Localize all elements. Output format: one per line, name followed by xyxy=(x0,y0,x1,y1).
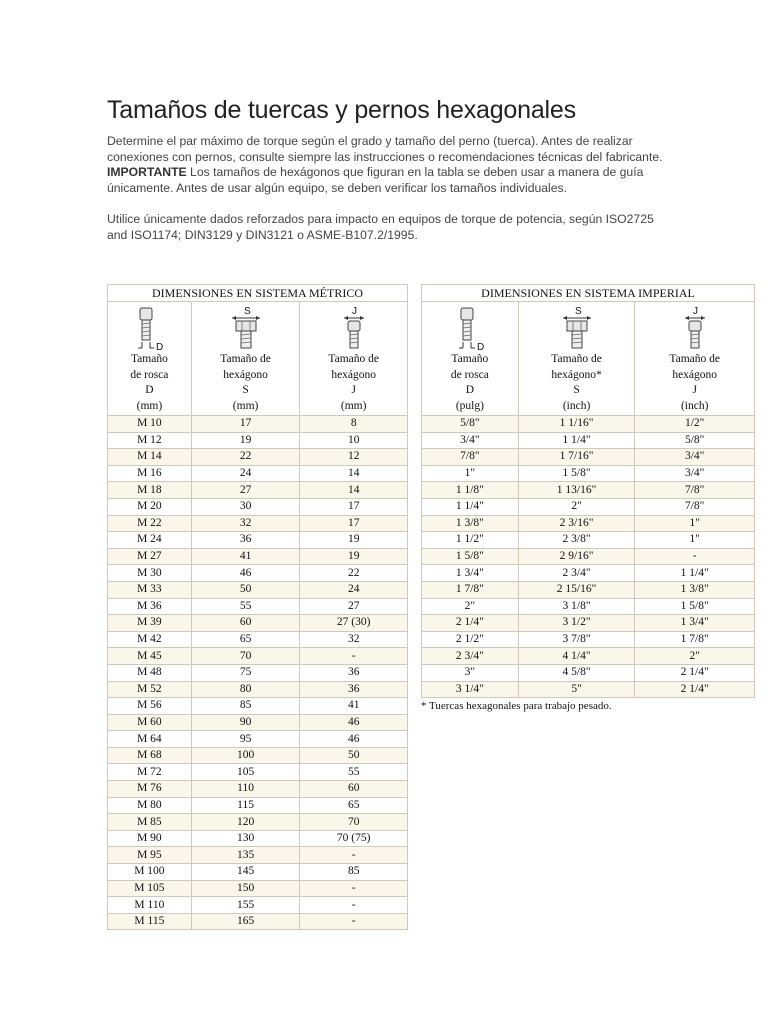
table-cell: 3/4" xyxy=(422,432,519,449)
table-cell: 19 xyxy=(300,548,408,565)
table-cell: 1 5/8" xyxy=(518,465,635,482)
header-line: hexágono* xyxy=(551,368,602,381)
header-line: S xyxy=(242,384,249,396)
intro-paragraph-2: Utilice únicamente dados reforzados para impacto en equipos de torque de potencia, según ISO2725 and ISO1174; DIN3129 y DIN3121 o ASME-B107.2/1995. xyxy=(107,212,654,242)
table-cell: 4 5/8" xyxy=(518,664,635,681)
intro-text xyxy=(107,134,677,243)
imperial-footnote: * Tuercas hexagonales para trabajo pesado. xyxy=(421,700,612,712)
table-cell: 1" xyxy=(635,515,755,532)
metric-dimensions-table xyxy=(107,284,408,930)
table-cell: 7/8" xyxy=(422,449,519,466)
hex-icon-label: S xyxy=(574,306,582,317)
table-cell: M 72 xyxy=(108,764,192,781)
table-cell: 150 xyxy=(191,880,300,897)
table-cell: 3/4" xyxy=(635,465,755,482)
table-cell: 7/8" xyxy=(635,482,755,499)
table-cell: M 105 xyxy=(108,880,192,897)
table-cell: 1 13/16" xyxy=(518,482,635,499)
table-cell: 8 xyxy=(300,416,408,433)
table-cell: 1 3/8" xyxy=(422,515,519,532)
table-cell: 41 xyxy=(191,548,300,565)
table-cell: 46 xyxy=(300,731,408,748)
table-cell: M 16 xyxy=(108,465,192,482)
metric-header-hex-size-j xyxy=(300,302,408,416)
table-cell: M 80 xyxy=(108,797,192,814)
table-cell: M 64 xyxy=(108,731,192,748)
table-cell: 1 1/4" xyxy=(635,565,755,582)
imperial-table-body xyxy=(422,416,755,698)
header-line: Tamaño de xyxy=(551,353,602,365)
table-row xyxy=(108,681,408,698)
table-cell: 4 1/4" xyxy=(518,648,635,665)
table-cell: 1 5/8" xyxy=(422,548,519,565)
table-cell: 65 xyxy=(300,797,408,814)
intro-paragraph-1: Determine el par máximo de torque según el grado y tamaño del perno (tuerca). Antes de realizar conexiones con pernos, consulte siempre las instrucciones o recomendaciones técnicas del fabricante. xyxy=(107,134,663,164)
table-cell: 19 xyxy=(191,432,300,449)
header-line: (mm) xyxy=(136,399,163,412)
table-cell: M 85 xyxy=(108,814,192,831)
imperial-table-caption: DIMENSIONES EN SISTEMA IMPERIAL xyxy=(422,285,755,302)
important-label: IMPORTANTE xyxy=(107,165,187,179)
table-cell: 32 xyxy=(191,515,300,532)
header-line: D xyxy=(465,384,475,396)
table-cell: 36 xyxy=(300,664,408,681)
table-row xyxy=(422,598,755,615)
metric-header-thread-size xyxy=(108,302,192,416)
table-row xyxy=(108,764,408,781)
table-cell: 24 xyxy=(300,581,408,598)
table-cell: 2" xyxy=(422,598,519,615)
table-cell: 27 xyxy=(191,482,300,499)
table-row xyxy=(108,897,408,914)
table-row xyxy=(422,664,755,681)
header-line: Tamaño de xyxy=(220,353,271,365)
important-paragraph xyxy=(107,165,677,196)
table-cell: 36 xyxy=(300,681,408,698)
table-cell: 115 xyxy=(191,797,300,814)
table-row xyxy=(422,581,755,598)
table-cell: M 24 xyxy=(108,532,192,549)
bolt-icon xyxy=(121,306,177,350)
table-cell: 1 1/2" xyxy=(422,532,519,549)
table-row xyxy=(108,664,408,681)
table-row xyxy=(108,465,408,482)
table-cell: 105 xyxy=(191,764,300,781)
table-cell: 3 1/4" xyxy=(422,681,519,698)
table-cell: 1 7/8" xyxy=(422,581,519,598)
header-line: Tamaño de xyxy=(669,353,720,365)
socket-bolt-icon xyxy=(667,306,723,350)
table-cell: - xyxy=(635,548,755,565)
table-cell: - xyxy=(300,880,408,897)
table-cell: 3 1/8" xyxy=(518,598,635,615)
table-cell: 14 xyxy=(300,482,408,499)
table-row xyxy=(108,747,408,764)
table-cell: M 110 xyxy=(108,897,192,914)
imperial-dimensions-table xyxy=(421,284,755,698)
hex-nut-icon xyxy=(549,306,605,350)
table-row xyxy=(108,631,408,648)
table-cell: M 30 xyxy=(108,565,192,582)
table-cell: 75 xyxy=(191,664,300,681)
table-row xyxy=(422,548,755,565)
header-line: (pulg) xyxy=(455,399,484,412)
socket-bolt-icon xyxy=(326,306,382,350)
table-row xyxy=(108,830,408,847)
table-cell: 2 1/4" xyxy=(422,615,519,632)
imperial-header-hex-size-s xyxy=(518,302,635,416)
table-cell: 60 xyxy=(191,615,300,632)
table-row xyxy=(108,615,408,632)
table-cell: 70 xyxy=(191,648,300,665)
table-cell: M 10 xyxy=(108,416,192,433)
table-cell: 55 xyxy=(191,598,300,615)
table-row xyxy=(108,731,408,748)
table-cell: M 27 xyxy=(108,548,192,565)
header-line: Tamaño de xyxy=(328,353,379,365)
table-cell: 17 xyxy=(300,515,408,532)
table-cell: 12 xyxy=(300,449,408,466)
table-row xyxy=(108,797,408,814)
table-cell: M 56 xyxy=(108,698,192,715)
table-cell: 145 xyxy=(191,864,300,881)
table-cell: 1" xyxy=(422,465,519,482)
header-line: J xyxy=(692,384,697,396)
header-line: (mm) xyxy=(232,399,259,412)
table-cell: M 90 xyxy=(108,830,192,847)
table-row xyxy=(108,781,408,798)
table-cell: - xyxy=(300,847,408,864)
metric-table-body xyxy=(108,416,408,930)
table-cell: M 33 xyxy=(108,581,192,598)
table-cell: 135 xyxy=(191,847,300,864)
table-cell: M 20 xyxy=(108,498,192,515)
table-cell: 1 7/8" xyxy=(635,631,755,648)
hex-icon-label: S xyxy=(243,306,251,317)
header-line: hexágono xyxy=(223,368,268,381)
table-cell: M 42 xyxy=(108,631,192,648)
table-cell: 55 xyxy=(300,764,408,781)
table-cell: 46 xyxy=(300,714,408,731)
table-cell: 30 xyxy=(191,498,300,515)
table-cell: 85 xyxy=(191,698,300,715)
table-cell: - xyxy=(300,648,408,665)
table-cell: 2 3/8" xyxy=(518,532,635,549)
table-cell: 50 xyxy=(191,581,300,598)
imperial-header-hex-size-j xyxy=(635,302,755,416)
table-cell: 27 (30) xyxy=(300,615,408,632)
table-row xyxy=(422,498,755,515)
table-cell: - xyxy=(300,913,408,930)
table-cell: 90 xyxy=(191,714,300,731)
header-line: D xyxy=(145,384,154,396)
header-line: J xyxy=(351,384,356,396)
table-row xyxy=(422,532,755,549)
table-cell: 80 xyxy=(191,681,300,698)
table-cell: 1 1/4" xyxy=(518,432,635,449)
table-row xyxy=(108,532,408,549)
table-cell: 130 xyxy=(191,830,300,847)
table-row xyxy=(422,482,755,499)
table-cell: 1 5/8" xyxy=(635,598,755,615)
table-cell: 100 xyxy=(191,747,300,764)
table-cell: 22 xyxy=(191,449,300,466)
table-cell: 110 xyxy=(191,781,300,798)
table-row xyxy=(422,515,755,532)
table-row xyxy=(108,548,408,565)
table-cell: 70 (75) xyxy=(300,830,408,847)
table-row xyxy=(422,648,755,665)
table-cell: 22 xyxy=(300,565,408,582)
table-cell: 95 xyxy=(191,731,300,748)
metric-table-caption: DIMENSIONES EN SISTEMA MÉTRICO xyxy=(108,285,408,302)
table-cell: 65 xyxy=(191,631,300,648)
metric-header-hex-size-s xyxy=(191,302,300,416)
table-row xyxy=(108,648,408,665)
table-cell: M 18 xyxy=(108,482,192,499)
table-cell: 1 3/4" xyxy=(422,565,519,582)
socket-icon-label: J xyxy=(351,306,357,317)
table-cell: 2 1/4" xyxy=(635,664,755,681)
table-cell: 5" xyxy=(518,681,635,698)
table-cell: 1" xyxy=(635,532,755,549)
table-cell: 17 xyxy=(300,498,408,515)
table-cell: 3 7/8" xyxy=(518,631,635,648)
table-cell: 2" xyxy=(518,498,635,515)
table-cell: 32 xyxy=(300,631,408,648)
table-row xyxy=(108,864,408,881)
table-cell: 60 xyxy=(300,781,408,798)
table-row xyxy=(422,465,755,482)
table-cell: M 39 xyxy=(108,615,192,632)
page-title: Tamaños de tuercas y pernos hexagonales xyxy=(107,96,576,124)
header-line: Tamaño xyxy=(130,353,168,365)
table-row xyxy=(422,631,755,648)
table-cell: 3/4" xyxy=(635,449,755,466)
header-line: (inch) xyxy=(680,399,709,412)
table-cell: 3" xyxy=(422,664,519,681)
table-cell: 70 xyxy=(300,814,408,831)
bolt-icon-label: D xyxy=(156,342,164,350)
table-cell: 1 1/4" xyxy=(422,498,519,515)
table-cell: 1 1/8" xyxy=(422,482,519,499)
table-cell: 1/2" xyxy=(635,416,755,433)
table-cell: 3 1/2" xyxy=(518,615,635,632)
header-line: (mm) xyxy=(340,399,367,412)
socket-icon-label: J xyxy=(692,306,698,317)
table-cell: 46 xyxy=(191,565,300,582)
table-cell: 10 xyxy=(300,432,408,449)
table-cell: M 14 xyxy=(108,449,192,466)
table-cell: 41 xyxy=(300,698,408,715)
table-cell: M 100 xyxy=(108,864,192,881)
table-cell: 2 15/16" xyxy=(518,581,635,598)
table-row xyxy=(422,681,755,698)
table-cell: 5/8" xyxy=(422,416,519,433)
table-cell: 2 3/4" xyxy=(422,648,519,665)
table-cell: M 60 xyxy=(108,714,192,731)
table-cell: 2 9/16" xyxy=(518,548,635,565)
table-row xyxy=(108,449,408,466)
table-cell: 19 xyxy=(300,532,408,549)
table-cell: M 95 xyxy=(108,847,192,864)
table-row xyxy=(108,814,408,831)
header-line: S xyxy=(573,384,580,396)
table-cell: 2 1/2" xyxy=(422,631,519,648)
bolt-icon xyxy=(442,306,498,350)
table-row xyxy=(422,432,755,449)
table-cell: 120 xyxy=(191,814,300,831)
hex-nut-icon xyxy=(218,306,274,350)
table-cell: 155 xyxy=(191,897,300,914)
table-row xyxy=(422,416,755,433)
table-cell: 1 1/16" xyxy=(518,416,635,433)
table-cell: 165 xyxy=(191,913,300,930)
imperial-header-thread-size xyxy=(422,302,519,416)
header-line: Tamaño xyxy=(451,353,489,365)
table-cell: 27 xyxy=(300,598,408,615)
table-row xyxy=(108,482,408,499)
table-cell: M 48 xyxy=(108,664,192,681)
table-cell: 36 xyxy=(191,532,300,549)
table-row xyxy=(108,432,408,449)
table-cell: M 76 xyxy=(108,781,192,798)
table-row xyxy=(108,416,408,433)
table-cell: - xyxy=(300,897,408,914)
table-cell: 1 3/4" xyxy=(635,615,755,632)
table-cell: 1 7/16" xyxy=(518,449,635,466)
table-row xyxy=(422,449,755,466)
table-cell: 1 3/8" xyxy=(635,581,755,598)
table-cell: 2 1/4" xyxy=(635,681,755,698)
important-text: Los tamaños de hexágonos que figuran en la tabla se deben usar a manera de guía únicamente. Antes de usar algún equipo, se deben verificar los tamaños individuales. xyxy=(107,165,644,195)
table-cell: 14 xyxy=(300,465,408,482)
header-line: hexágono xyxy=(331,368,377,381)
table-row xyxy=(108,515,408,532)
table-cell: M 45 xyxy=(108,648,192,665)
table-row xyxy=(108,714,408,731)
table-row xyxy=(108,913,408,930)
table-cell: 5/8" xyxy=(635,432,755,449)
table-row xyxy=(108,581,408,598)
header-line: hexágono xyxy=(672,368,718,381)
table-cell: M 68 xyxy=(108,747,192,764)
table-cell: 24 xyxy=(191,465,300,482)
table-cell: 17 xyxy=(191,416,300,433)
table-cell: 85 xyxy=(300,864,408,881)
table-cell: M 52 xyxy=(108,681,192,698)
table-cell: M 22 xyxy=(108,515,192,532)
table-row xyxy=(108,598,408,615)
table-row xyxy=(108,498,408,515)
header-line: de rosca xyxy=(450,368,489,381)
table-cell: 2 3/4" xyxy=(518,565,635,582)
table-cell: 7/8" xyxy=(635,498,755,515)
table-cell: 2" xyxy=(635,648,755,665)
bolt-icon-label: D xyxy=(476,342,485,350)
table-row xyxy=(108,880,408,897)
table-row xyxy=(422,615,755,632)
table-cell: M 12 xyxy=(108,432,192,449)
table-cell: 2 3/16" xyxy=(518,515,635,532)
table-cell: 50 xyxy=(300,747,408,764)
table-row xyxy=(422,565,755,582)
table-row xyxy=(108,565,408,582)
header-line: (inch) xyxy=(562,399,591,412)
table-row xyxy=(108,847,408,864)
table-row xyxy=(108,698,408,715)
table-cell: M 36 xyxy=(108,598,192,615)
header-line: de rosca xyxy=(130,368,169,381)
table-cell: M 115 xyxy=(108,913,192,930)
